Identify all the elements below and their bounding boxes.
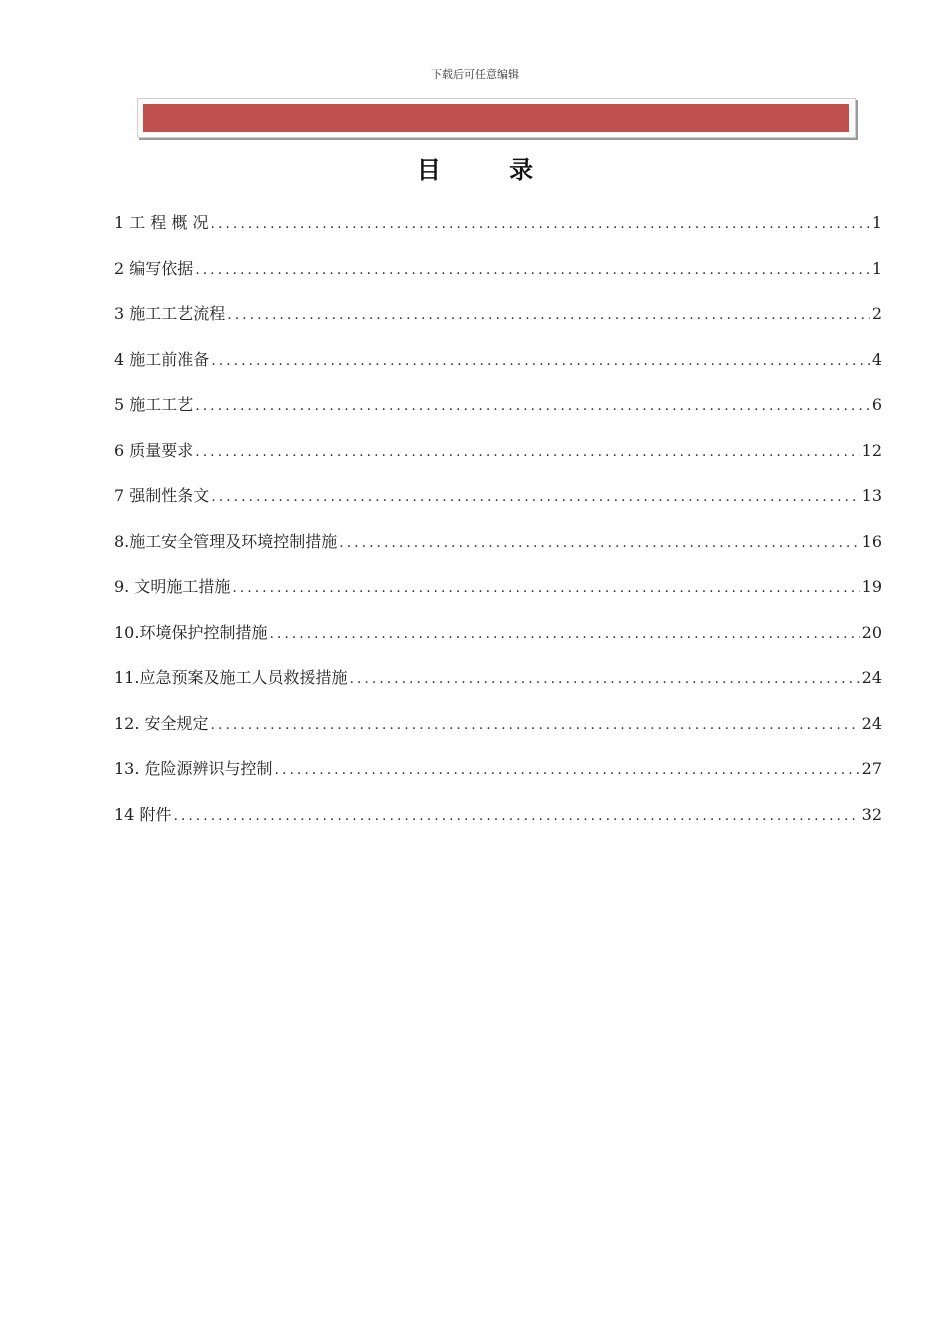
- toc-entry-9[interactable]: [114, 572, 882, 618]
- toc-entry-label: 12. 安全规定: [114, 713, 209, 733]
- toc-leader-dots: [227, 300, 870, 330]
- toc-entry-11[interactable]: [114, 663, 882, 709]
- toc-entry-4[interactable]: [114, 345, 882, 391]
- toc-entry-page: 1: [871, 258, 882, 278]
- toc-entry-label: 6 质量要求: [114, 440, 194, 460]
- toc-entry-label: 5 施工工艺: [114, 395, 194, 414]
- toc-entry-label: 3 施工工艺流程: [114, 304, 226, 323]
- banner-bar: [143, 104, 849, 132]
- toc-entry-page: 27: [861, 759, 882, 778]
- toc-entry-5[interactable]: [114, 390, 882, 436]
- toc-entry-12[interactable]: [114, 709, 882, 755]
- toc-entry-13[interactable]: [114, 754, 882, 800]
- toc-entry-page: 2: [871, 304, 882, 323]
- toc-entry-page: 13: [861, 486, 882, 505]
- decorative-banner: [137, 98, 856, 138]
- toc-leader-dots: [211, 209, 870, 239]
- toc-entry-page: 19: [861, 577, 882, 596]
- toc-leader-dots: [211, 346, 870, 376]
- toc-leader-dots: [195, 255, 870, 285]
- toc-entry-page: 4: [871, 349, 882, 369]
- toc-entry-label: 2 编写依据: [114, 258, 194, 278]
- toc-entry-page: 6: [871, 395, 882, 414]
- toc-entry-6[interactable]: [114, 436, 882, 482]
- toc-entry-3[interactable]: [114, 299, 882, 345]
- toc-leader-dots: [211, 482, 859, 512]
- toc-entry-label: 9. 文明施工措施: [114, 577, 231, 596]
- toc-entry-1[interactable]: [114, 208, 882, 254]
- toc-leader-dots: [275, 755, 860, 785]
- toc-entry-page: 24: [861, 713, 882, 733]
- toc-entry-label: 13. 危险源辨识与控制: [114, 759, 273, 778]
- toc-entry-2[interactable]: [114, 254, 882, 300]
- toc-leader-dots: [173, 801, 859, 831]
- toc-leader-dots: [269, 619, 859, 649]
- toc-leader-dots: [195, 391, 870, 421]
- toc-entry-page: 16: [861, 531, 882, 551]
- toc-leader-dots: [349, 664, 859, 694]
- toc-leader-dots: [232, 573, 859, 603]
- toc-entry-label: 10.环境保护控制措施: [114, 622, 268, 642]
- toc-leader-dots: [195, 437, 859, 467]
- toc-entry-label: 7 强制性条文: [114, 486, 210, 505]
- header-note: 下载后可任意编辑: [431, 68, 519, 81]
- toc-entry-7[interactable]: [114, 481, 882, 527]
- toc-entry-label: 8.施工安全管理及环境控制措施: [114, 531, 338, 551]
- toc-entry-page: 12: [861, 440, 882, 460]
- toc-entry-label: 11.应急预案及施工人员救援措施: [114, 668, 348, 687]
- toc-entry-label: 14 附件: [114, 804, 172, 824]
- toc-entry-10[interactable]: [114, 618, 882, 664]
- toc-entry-page: 20: [861, 622, 882, 642]
- toc-entry-page: 32: [861, 804, 882, 824]
- toc-leader-dots: [211, 710, 860, 740]
- toc-title: 目 录: [416, 155, 564, 184]
- toc-list: [114, 208, 882, 845]
- toc-entry-label: 4 施工前准备: [114, 349, 210, 369]
- toc-entry-label: 1 工 程 概 况: [114, 213, 209, 232]
- toc-leader-dots: [339, 528, 859, 558]
- toc-entry-8[interactable]: [114, 527, 882, 573]
- toc-entry-page: 24: [861, 668, 882, 687]
- toc-entry-14[interactable]: [114, 800, 882, 846]
- toc-entry-page: 1: [871, 213, 882, 232]
